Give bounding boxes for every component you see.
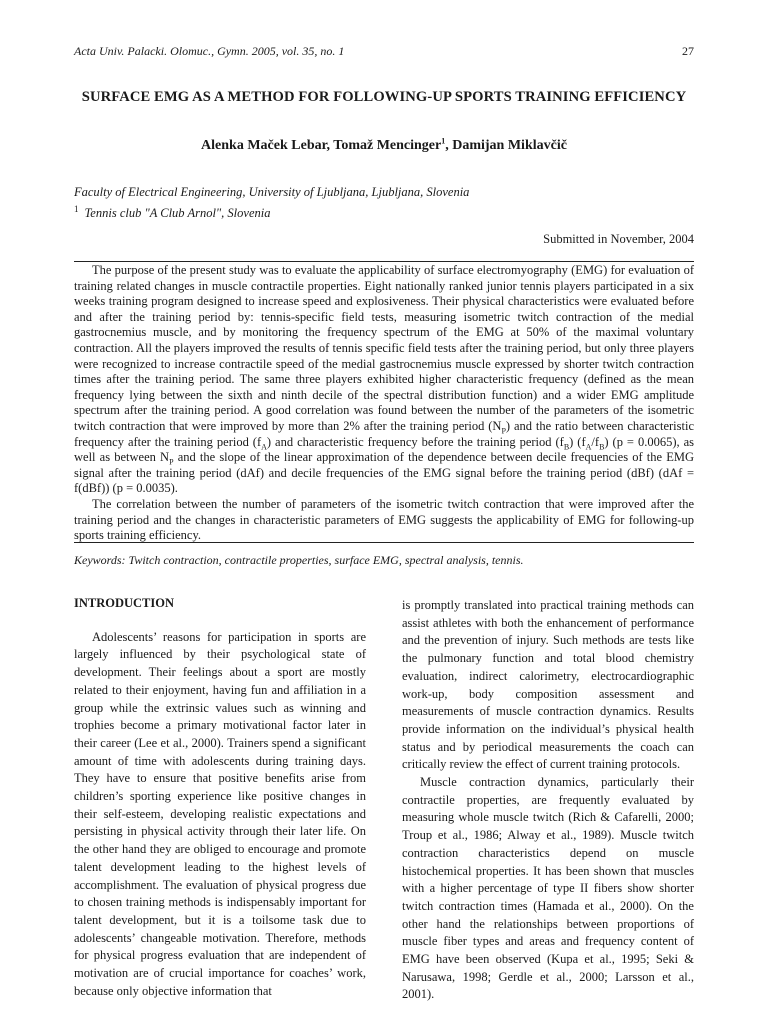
author-footnote-mark: 1 [441, 136, 446, 146]
abstract-text: The purpose of the present study was to evaluate the applicability of surface electromyography (EMG) for evaluation of training related changes in muscle contractile properties. Eight nationally ranked junior tennis players participated in a six weeks training program designed to increase speed and explosiveness. Their physical characteristics were evaluated before and after the training period by: tennis-specific field tests, measuring isometric twitch contraction of the medial gastrocnemius muscle, and by monitoring the frequency spectrum of the EMG at 50% of the maximal voluntary contraction. All the players improved the results of tennis specific field tests after the training period, but only three players were recognized to increase contractile speed of the medial gastrocnemius muscle expressed by shorter twitch contraction times after the training period. The same three players exhibited higher characteristic frequency (defined as the mean frequency lying between the sixth and ninth decile of the spectral distribution function) and a wider EMG amplitude spectrum after the training period. A good correlation was found between the number of the parameters of the isometric twitch contraction that were improved by more than 2% after the training period (N [74, 263, 694, 433]
abstract-top-rule [74, 261, 694, 262]
subscript: A [585, 442, 592, 452]
subscript: P [169, 457, 174, 467]
running-header [74, 44, 694, 59]
abstract-text: ) and the ratio between characteristic frequency after the training period (f [74, 418, 694, 449]
abstract-text: ) (f [569, 434, 586, 449]
submission-date: Submitted in November, 2004 [543, 232, 694, 246]
right-column [402, 597, 694, 1004]
affiliations [74, 184, 694, 222]
abstract-text: ) and characteristic frequency before the training period (f [266, 434, 564, 449]
page-number: 27 [682, 44, 694, 58]
abstract-text: ) (p = 0.0065), as well as between N [74, 434, 694, 465]
abstract-text: /f [591, 434, 600, 449]
section-heading-introduction: INTRODUCTION [74, 596, 175, 610]
intro-paragraph-1: Adolescents’ reasons for participation in sports are largely influenced by their psychological state of development. Their feelings about a sport are mostly related to their enjoyment, having fun and affiliation in a group while the extrinsic values such as winning and trophies become a primary motivational factor later in their career (Lee et al., 2000). Trainers spend a significant amount of time with adolescents during training days. They have to ensure that positive benefits arise from children’s sporting experience like positive changes in their self-esteem, developing realistic expectations and persisting in physical activity through their later life. On the other hand they are obliged to encourage and promote talent development leading to the highest levels of accomplishment. The evaluation of physical progress due to chosen training methods is indispensably important for talent development, but it is a toilsome task due to adolescents’ changeable motivation. Therefore, methods for physical progress evaluation that are independent of motivation are of crucial importance for coaches’ work, because only objective information that [74, 629, 366, 998]
affiliation-footnote-text: Tennis club "A Club Arnol", Slovenia [84, 206, 271, 221]
affiliation-main: Faculty of Electrical Engineering, University of Ljubljana, Ljubljana, Slovenia [74, 185, 470, 199]
left-column [74, 595, 366, 1000]
author-names-1: Alenka Maček Lebar, Tomaž Mencinger [201, 138, 442, 153]
subscript: B [563, 442, 570, 452]
affiliation-footnote-mark: 1 [74, 204, 79, 214]
journal-citation: Acta Univ. Palacki. Olomuc., Gymn. 2005, vol. 35, no. 1 [74, 44, 345, 58]
keywords: Keywords: Twitch contraction, contractile properties, surface EMG, spectral analysis, tennis. [74, 553, 524, 567]
abstract-paragraph-2: The correlation between the number of parameters of the isometric twitch contraction that were improved after the training period and the changes in characteristic parameters of EMG suggests the applicability of EMG for following-up sports training efficiency. [74, 496, 694, 543]
abstract-bottom-rule [74, 542, 694, 543]
author-names-2: , Damijan Miklavčič [445, 138, 567, 153]
affiliation-footnote [74, 201, 694, 222]
paper-title: SURFACE EMG AS A METHOD FOR FOLLOWING-UP SPORTS TRAINING EFFICIENCY [81, 89, 687, 105]
abstract [74, 263, 694, 544]
author-list [40, 138, 728, 154]
subscript: B [599, 442, 605, 452]
subscript: A [261, 442, 267, 452]
intro-paragraph-2: Muscle contraction dynamics, particularly their contractile properties, are frequently evaluated by measuring whole muscle twitch (Rich & Cafarelli, 2000; Troup et al., 1986; Alway et al., 1989). Muscle twitch contraction characteristics depend on muscle histochemical properties. It has been shown that muscles with a higher percentage of type II fibers show shorter twitch contraction times (Hamada et al., 2000). On the other hand the relationships between proportions of muscle fiber types and areas and frequency content of EMG have been observed (Kupa et al., 1995; Seki & Narusawa, 1998; Gerdle et al., 2000; Larsson et al., 2001). [402, 775, 694, 1002]
intro-paragraph-1-continued: is promptly translated into practical training methods can assist athletes with both the enhancement of performance and the prevention of injury. Such methods are tests like the pulmonary function and total blood chemistry evaluation, indirect calorimetry, electrocardiographic work-up, body composition assessment and measurements of muscle contraction dynamics. Results provide information on the individual’s physical health status and by periodical measurements the coach can critically review the effect of current training protocols. [402, 598, 694, 772]
abstract-text: and the slope of the linear approximation of the dependence between decile frequencies of the EMG signal after the training period (dAf) and decile frequencies of the EMG signal before the training period (dBf) (dAf = f(dBf)) (p = 0.0035). [74, 450, 694, 496]
abstract-paragraph-1 [74, 263, 694, 497]
subscript: P [501, 426, 506, 436]
